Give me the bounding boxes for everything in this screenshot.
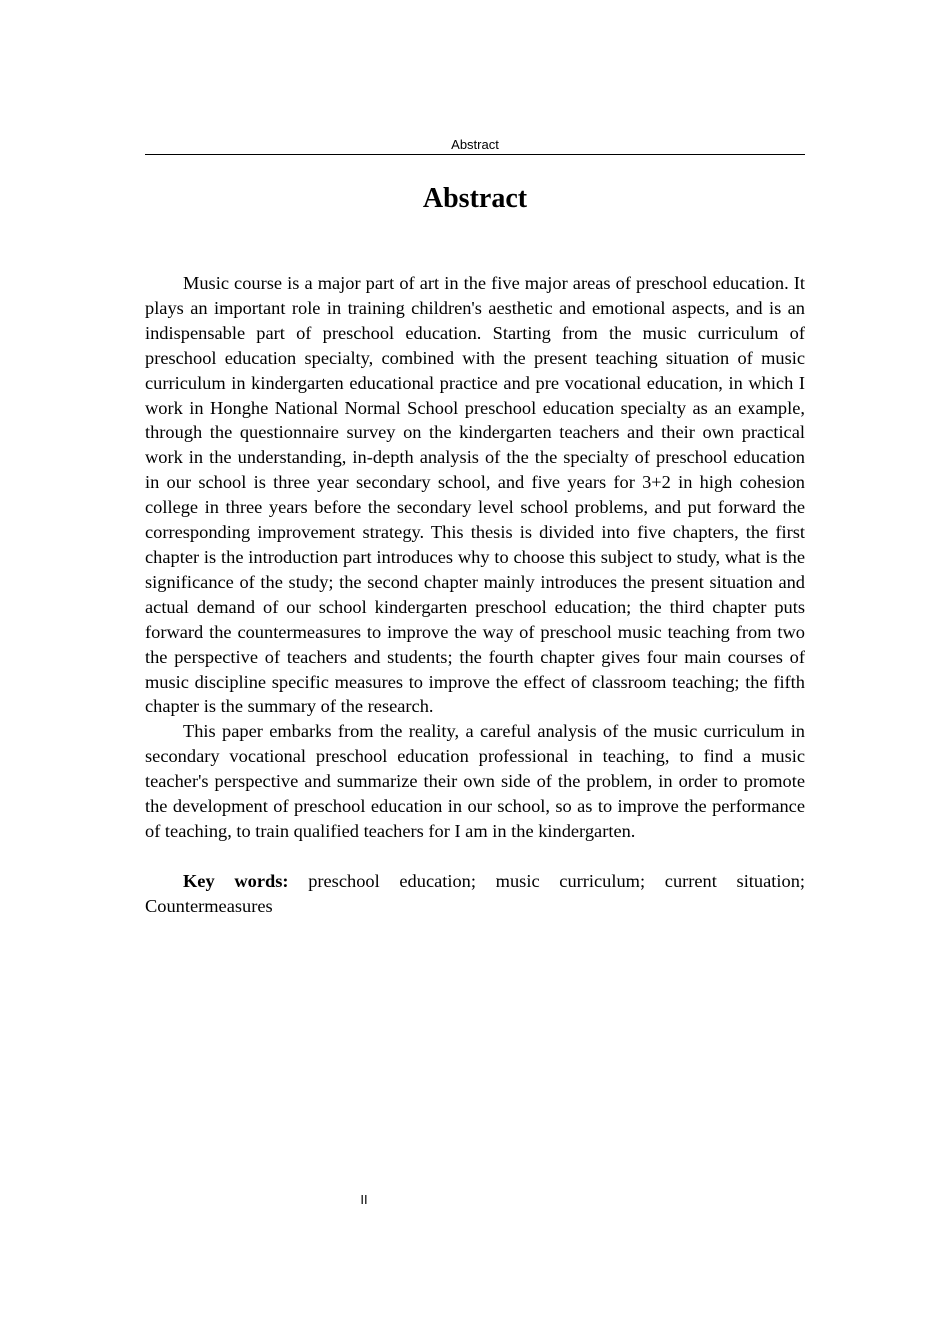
abstract-paragraph-2: This paper embarks from the reality, a careful analysis of the music curriculum in secondary vocational preschool education professional in teaching, to find a music teacher's perspective and summarize their own side of the problem, in order to promote the development of preschool education in our school, so as to improve the performance of teaching, to train qualified teachers for I am in the kindergarten. [145, 721, 805, 841]
running-header: Abstract [451, 137, 499, 152]
abstract-body [145, 271, 805, 919]
header-rule [145, 154, 805, 155]
keywords-label: Key words: [183, 870, 289, 891]
page-number: II [360, 1192, 368, 1207]
keywords-line [145, 869, 805, 919]
keywords-text: preschool education; music curriculum; current situation; Countermeasures [145, 870, 805, 916]
page-title: Abstract [422, 183, 528, 214]
abstract-paragraph-1: Music course is a major part of art in the five major areas of preschool education. It plays an important role in training children's aesthetic and emotional aspects, and is an indispensable part of preschool education. Starting from the music curriculum of preschool education specialty, combined with the present teaching situation of music curriculum in kindergarten educational practice and pre vocational education, in which I work in Honghe National Normal School preschool education specialty as an example, through the questionnaire survey on the kindergarten teachers and their own practical work in the understanding, in-depth analysis of the the specialty of preschool education in our school is three year secondary school, and five years for 3+2 in high cohesion college in three years before the secondary level school problems, and put forward the corresponding improvement strategy. This thesis is divided into five chapters, the first chapter is the introduction part introduces why to choose this subject to study, what is the significance of the study; the second chapter mainly introduces the present situation and actual demand of our school kindergarten preschool education; the third chapter puts forward the countermeasures to improve the way of preschool music teaching from two the perspective of teachers and students; the fourth chapter gives four main courses of music discipline specific measures to improve the effect of classroom teaching; the fifth chapter is the summary of the research. [145, 273, 805, 717]
